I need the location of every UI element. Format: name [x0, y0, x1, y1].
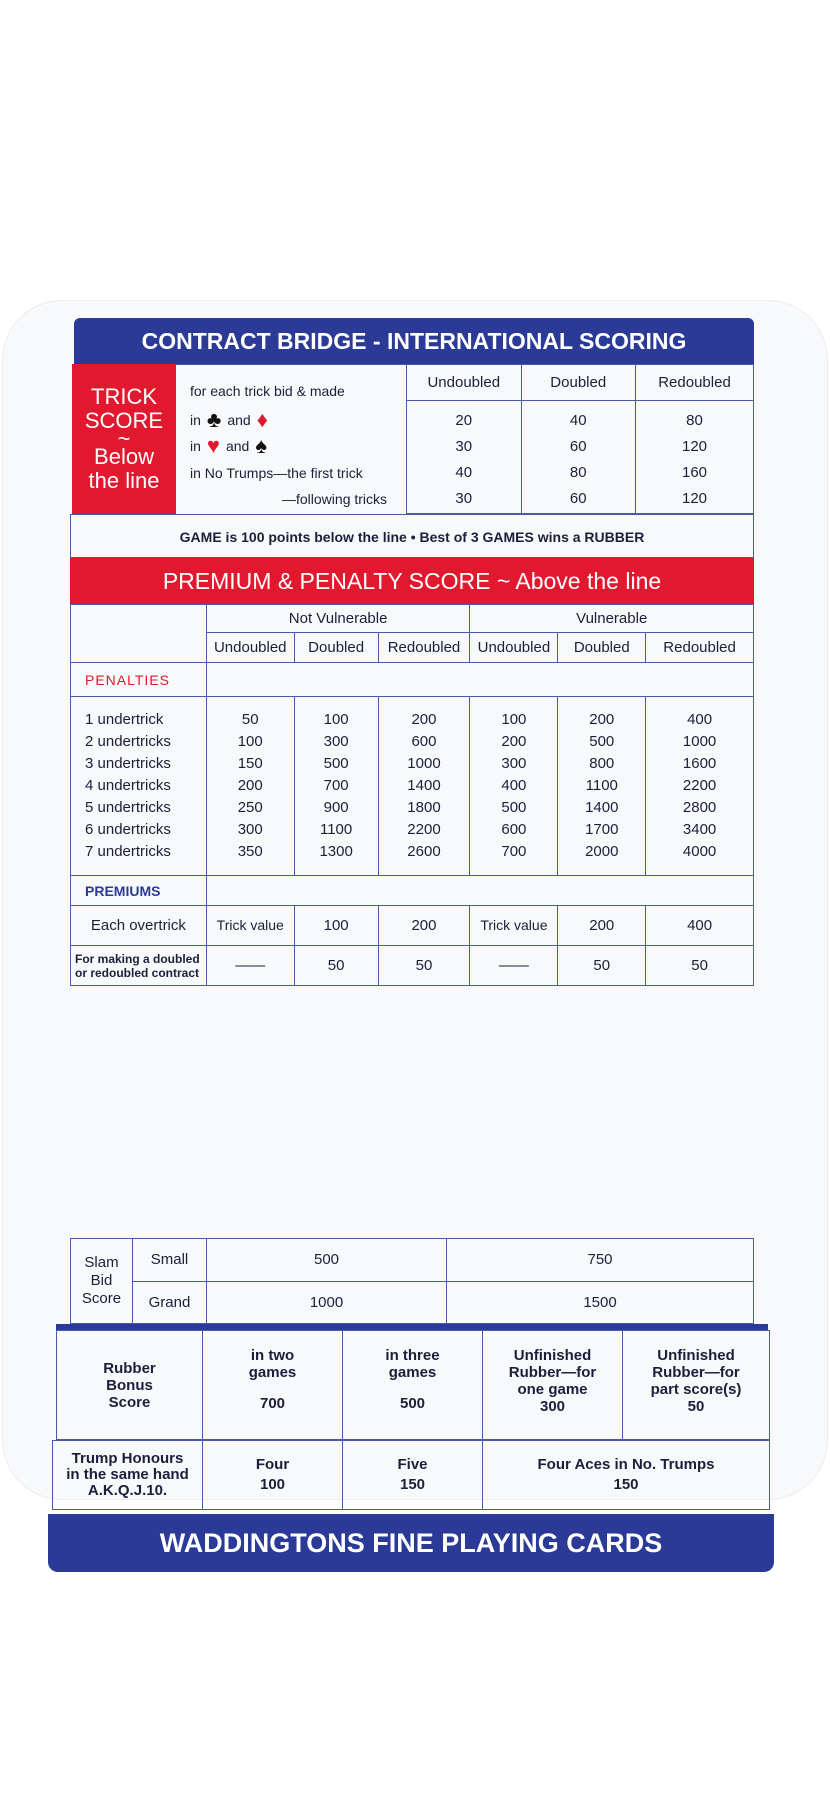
trick-desc-in-1: in	[190, 412, 201, 428]
honours-aces-value: 150	[613, 1476, 639, 1493]
sub-header: Doubled	[294, 633, 378, 663]
penalty-value: 1100	[585, 777, 618, 794]
penalty-value: 900	[323, 799, 349, 816]
rubber-col-value: 700	[259, 1395, 286, 1412]
sub-header: Undoubled	[470, 633, 558, 663]
slam-grand-label: Grand	[133, 1281, 207, 1324]
trick-desc-minors	[190, 409, 268, 431]
penalty-value: 100	[501, 711, 527, 728]
sub-header: Redoubled	[646, 633, 754, 663]
penalty-value: 500	[323, 755, 349, 772]
penalty-value: 200	[411, 711, 437, 728]
penalty-value: 1400	[407, 777, 441, 794]
club-icon: ♣	[206, 407, 222, 432]
rubber-label-line: Score	[108, 1393, 151, 1411]
vulnerable-header: Vulnerable	[470, 605, 754, 633]
penalty-value: 1700	[585, 821, 619, 838]
trick-desc-header: for each trick bid & made	[190, 383, 345, 399]
trick-desc-and-1: and	[227, 412, 251, 428]
penalty-value: 800	[589, 755, 615, 772]
trick-label-line-2: SCORE	[84, 408, 164, 433]
rubber-col-line: in two	[250, 1347, 295, 1364]
trick-col-undoubled	[407, 401, 522, 514]
rubber-col-line: Rubber—for	[508, 1364, 597, 1381]
trick-desc-majors	[190, 435, 267, 457]
slam-small-label: Small	[133, 1239, 207, 1282]
penalty-value: 300	[323, 733, 349, 750]
penalty-value: 400	[687, 711, 713, 728]
premium-table	[70, 604, 754, 986]
penalties-label: PENALTIES	[71, 663, 207, 697]
trick-value: 60	[569, 489, 587, 507]
penalty-row-label: 2 undertricks	[85, 733, 171, 750]
slam-grand-nv: 1000	[207, 1281, 447, 1324]
rubber-label-line: Bonus	[106, 1376, 153, 1394]
trick-value: 120	[681, 489, 708, 507]
penalty-value: 100	[323, 711, 349, 728]
penalty-value: 2200	[682, 777, 717, 794]
penalty-value: 1600	[682, 755, 717, 772]
penalty-value: 500	[589, 733, 615, 750]
honours-table	[52, 1440, 770, 1510]
slam-table	[70, 1238, 754, 1324]
penalty-value: 600	[411, 733, 437, 750]
penalty-col-nv-redoubled	[378, 697, 470, 876]
slam-small-v: 750	[447, 1239, 754, 1282]
penalty-value: 200	[237, 777, 263, 794]
not-vulnerable-header: Not Vulnerable	[206, 605, 470, 633]
doubled-dash-nv: ——	[206, 946, 294, 986]
penalty-row-label: 6 undertricks	[85, 821, 171, 838]
trick-value: 30	[455, 437, 473, 455]
trick-value: 30	[455, 489, 473, 507]
rubber-unfinished-part	[623, 1331, 770, 1440]
trick-score-table	[406, 364, 754, 514]
honours-aces	[483, 1441, 770, 1510]
rubber-col-line: Rubber—for	[652, 1364, 740, 1381]
doubled-value: 50	[378, 946, 470, 986]
penalty-value: 1800	[407, 799, 441, 816]
penalty-value: 200	[589, 711, 615, 728]
penalty-col-v-doubled	[558, 697, 646, 876]
overtrick-value: 100	[294, 906, 378, 946]
penalty-value: 2000	[585, 843, 619, 860]
doubled-value: 50	[646, 946, 754, 986]
penalty-value: 600	[501, 821, 527, 838]
rubber-unfinished-game	[483, 1331, 623, 1440]
diamond-icon: ♦	[256, 407, 268, 432]
penalty-value: 50	[241, 711, 259, 728]
trick-label-line-5: the line	[88, 468, 160, 493]
rubber-col-line: games	[388, 1364, 437, 1381]
rubber-col-line: Unfinished	[513, 1347, 592, 1364]
penalty-value: 1100	[319, 821, 353, 838]
rubber-col-line: games	[248, 1364, 297, 1381]
penalty-row-label: 1 undertrick	[85, 711, 164, 728]
score-sheet	[66, 327, 758, 1558]
rubber-col-line: in three	[385, 1347, 440, 1364]
penalty-row-label: 7 undertricks	[85, 843, 171, 860]
penalty-value: 1000	[682, 733, 717, 750]
penalty-value: 300	[237, 821, 263, 838]
trick-label-line-1: TRICK	[91, 384, 157, 409]
honours-four-label: Four	[255, 1456, 290, 1473]
overtrick-value: 400	[646, 906, 754, 946]
trick-header-undoubled: Undoubled	[407, 365, 522, 401]
overtrick-trick-value-v: Trick value	[470, 906, 558, 946]
slam-grand-v: 1500	[447, 1281, 754, 1324]
penalty-value: 4000	[682, 843, 717, 860]
penalty-col-nv-doubled	[294, 697, 378, 876]
honours-label-line: A.K.Q.J.10.	[87, 1482, 168, 1499]
premium-corner	[71, 605, 207, 663]
penalty-labels	[71, 697, 207, 876]
overtrick-value: 200	[558, 906, 646, 946]
penalty-row-label: 5 undertricks	[85, 799, 171, 816]
doubled-label-line: For making a doubled	[75, 951, 200, 966]
trick-header-redoubled: Redoubled	[636, 365, 754, 401]
overtrick-label: Each overtrick	[71, 906, 207, 946]
premiums-label: PREMIUMS	[71, 876, 207, 906]
trick-value: 20	[455, 411, 473, 429]
trick-col-doubled	[521, 401, 636, 514]
penalty-value: 1400	[585, 799, 619, 816]
honours-five-value: 150	[399, 1476, 426, 1493]
trick-value: 60	[569, 437, 587, 455]
sub-header: Doubled	[558, 633, 646, 663]
trick-score-label	[72, 364, 176, 514]
trick-value: 80	[686, 411, 703, 429]
rubber-label-line: Rubber	[103, 1359, 156, 1377]
penalty-value: 300	[501, 755, 527, 772]
trick-col-redoubled	[636, 401, 754, 514]
trick-desc-and-2: and	[225, 438, 250, 454]
penalty-col-v-undoubled	[470, 697, 558, 876]
penalty-value: 3400	[682, 821, 717, 838]
rubber-label	[57, 1331, 203, 1440]
scoring-card	[2, 300, 828, 1558]
trick-descriptions	[176, 364, 406, 515]
penalty-value: 350	[237, 843, 263, 860]
penalty-value: 400	[501, 777, 527, 794]
trick-label-line-3: ~	[117, 426, 131, 451]
honours-aces-label: Four Aces in No. Trumps	[537, 1456, 715, 1473]
slam-label-line: Slam	[84, 1254, 119, 1271]
premiums-spacer	[206, 876, 753, 906]
trick-desc-nt-following: —following tricks	[282, 491, 388, 507]
trick-value: 160	[681, 463, 708, 481]
doubled-contract-label	[71, 946, 207, 986]
penalty-value: 1000	[407, 755, 441, 772]
rubber-col-value: 50	[687, 1398, 705, 1415]
trick-header-doubled: Doubled	[521, 365, 636, 401]
rubber-table	[56, 1330, 770, 1440]
sub-header: Undoubled	[206, 633, 294, 663]
rubber-col-line: part score(s)	[650, 1381, 742, 1398]
penalty-col-v-redoubled	[646, 697, 754, 876]
trick-value: 120	[681, 437, 708, 455]
penalty-value: 2800	[682, 799, 717, 816]
doubled-value: 50	[294, 946, 378, 986]
honours-five-label: Five	[397, 1456, 428, 1473]
penalty-value: 700	[501, 843, 527, 860]
game-note: GAME is 100 points below the line • Best of 3 GAMES wins a RUBBER	[70, 514, 754, 558]
card-title: CONTRACT BRIDGE - INTERNATIONAL SCORING	[74, 318, 754, 364]
penalty-value: 250	[237, 799, 263, 816]
doubled-label-line: or redoubled contract	[75, 965, 200, 980]
penalty-value: 100	[237, 733, 263, 750]
trick-value: 80	[569, 463, 587, 481]
slam-label	[71, 1239, 133, 1324]
slam-label-line: Score	[81, 1290, 122, 1307]
sub-header: Redoubled	[378, 633, 470, 663]
penalty-value: 2600	[407, 843, 441, 860]
overtrick-trick-value-nv: Trick value	[206, 906, 294, 946]
trick-value: 40	[569, 411, 587, 429]
penalty-value: 1300	[319, 843, 353, 860]
doubled-value: 50	[558, 946, 646, 986]
rubber-col-value: 500	[399, 1395, 426, 1412]
honours-label-line: Trump Honours	[71, 1450, 184, 1467]
honours-label-line: in the same hand	[66, 1466, 189, 1483]
heart-icon: ♥	[206, 433, 220, 458]
penalty-value: 500	[501, 799, 527, 816]
trick-label-line-4: Below	[94, 444, 154, 469]
footer-brand: WADDINGTONS FINE PLAYING CARDS	[48, 1514, 774, 1572]
penalty-row-label: 3 undertricks	[85, 755, 171, 772]
penalty-value: 700	[323, 777, 349, 794]
slam-label-line: Bid	[90, 1272, 113, 1289]
rubber-col-line: one game	[517, 1381, 588, 1398]
penalty-col-nv-undoubled	[206, 697, 294, 876]
trick-desc-nt-first: in No Trumps—the first trick	[190, 465, 363, 481]
honours-four-value: 100	[259, 1476, 286, 1493]
honours-five	[343, 1441, 483, 1510]
overtrick-value: 200	[378, 906, 470, 946]
penalty-value: 200	[501, 733, 527, 750]
slam-small-nv: 500	[207, 1239, 447, 1282]
penalty-row-label: 4 undertricks	[85, 777, 171, 794]
trick-desc-in-2: in	[190, 438, 201, 454]
penalties-spacer	[206, 663, 753, 697]
doubled-dash-v: ——	[470, 946, 558, 986]
rubber-two-games	[203, 1331, 343, 1440]
honours-label	[53, 1441, 203, 1510]
rubber-col-value: 300	[539, 1398, 566, 1415]
rubber-three-games	[343, 1331, 483, 1440]
rubber-col-line: Unfinished	[657, 1347, 735, 1364]
trick-value: 40	[455, 463, 473, 481]
spade-icon: ♠	[255, 433, 268, 458]
penalty-value: 150	[237, 755, 263, 772]
penalty-value: 2200	[407, 821, 441, 838]
honours-four	[203, 1441, 343, 1510]
premium-title: PREMIUM & PENALTY SCORE ~ Above the line	[70, 558, 754, 604]
